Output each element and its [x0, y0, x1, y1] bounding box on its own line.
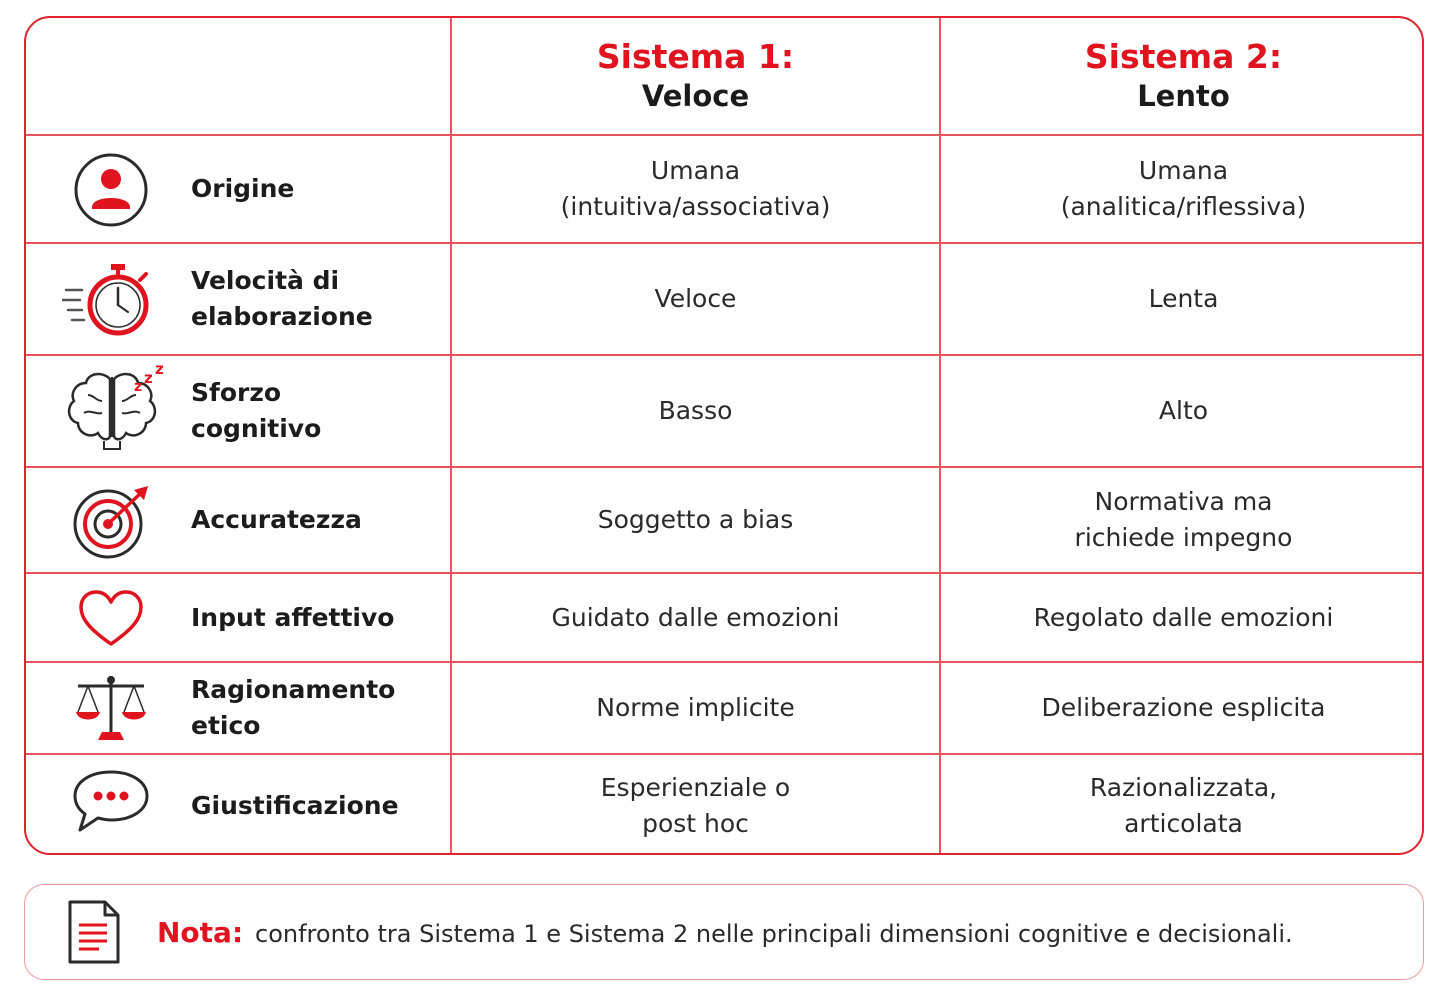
row-label: Input affettivo [191, 602, 395, 632]
row-label: elaborazione [191, 302, 373, 331]
row-label-input-affettivo [191, 574, 394, 661]
svg-text:z: z [155, 361, 164, 378]
cell-s1-velocita [452, 244, 939, 354]
cell-s1-origine [452, 136, 939, 242]
person-icon [72, 151, 150, 229]
cell-text: richiede impegno [1074, 523, 1293, 552]
target-icon [72, 484, 152, 562]
row-label: etico [191, 711, 261, 740]
row-label-origine [191, 136, 294, 242]
header-sistema1 [452, 18, 939, 134]
row-label-giustificazione [191, 755, 399, 855]
cell-text: Basso [658, 396, 733, 425]
speech-bubble-icon [72, 768, 150, 834]
row-label: Ragionamento [191, 675, 396, 704]
cell-s2-input-affettivo [941, 574, 1424, 661]
sistema2-subtitle: Lento [1137, 79, 1230, 113]
brain-icon [62, 361, 168, 453]
cell-text: Esperienziale o [600, 773, 791, 802]
cell-s2-origine [941, 136, 1424, 242]
heart-icon [78, 590, 144, 648]
cell-text: Guidato dalle emozioni [551, 602, 840, 632]
row-label: Velocità di [191, 266, 340, 295]
cell-text: Normativa ma [1094, 487, 1273, 516]
cell-text: Alto [1158, 396, 1209, 425]
cell-text: Soggetto a bias [597, 505, 794, 534]
cell-s2-velocita [941, 244, 1424, 354]
cell-text: Umana [650, 156, 741, 185]
cell-text: Deliberazione esplicita [1041, 693, 1326, 722]
cell-text: Norme implicite [596, 693, 795, 722]
note-text: confronto tra Sistema 1 e Sistema 2 nelle principali dimensioni cognitive e decisionali. [255, 920, 1293, 948]
header-sistema2 [941, 18, 1424, 134]
row-label-velocita [191, 244, 373, 354]
sistema2-title: Sistema 2: [1084, 37, 1283, 76]
cell-s1-giustificazione [452, 755, 939, 855]
cell-text: post hoc [642, 809, 749, 838]
stopwatch-icon [62, 260, 154, 338]
svg-text:z: z [134, 379, 143, 395]
row-label-ragionamento [191, 663, 395, 753]
row-label: Giustificazione [191, 791, 399, 820]
sistema1-title: Sistema 1: [596, 37, 795, 76]
cell-text: Regolato dalle emozioni [1033, 602, 1334, 632]
cell-s2-giustificazione [941, 755, 1424, 855]
row-label: Sforzo [191, 378, 282, 407]
cell-text: Lenta [1148, 284, 1219, 313]
scales-icon [72, 672, 150, 744]
svg-text:z: z [144, 369, 153, 387]
cell-s1-accuratezza [452, 468, 939, 572]
row-label: Accuratezza [191, 505, 362, 534]
cell-text: (intuitiva/associativa) [560, 192, 831, 221]
cell-text: Razionalizzata, [1089, 773, 1278, 802]
cell-text: Umana [1138, 156, 1229, 185]
cell-s2-sforzo [941, 356, 1424, 466]
cell-text: articolata [1124, 809, 1243, 838]
cell-s1-ragionamento [452, 663, 939, 753]
cell-s2-ragionamento [941, 663, 1424, 753]
comparison-table [24, 16, 1424, 855]
row-label: cognitivo [191, 414, 322, 443]
row-label-sforzo [191, 356, 321, 466]
cell-s1-sforzo [452, 356, 939, 466]
cell-s2-accuratezza [941, 468, 1424, 572]
document-icon [67, 899, 121, 965]
sistema1-subtitle: Veloce [641, 79, 750, 113]
note-box [24, 884, 1424, 980]
cell-text: Veloce [654, 284, 737, 313]
row-label-accuratezza [191, 468, 362, 572]
note-label: Nota: [157, 916, 244, 949]
cell-s1-input-affettivo [452, 574, 939, 661]
row-label: Origine [191, 174, 295, 203]
cell-text: (analitica/riflessiva) [1060, 192, 1307, 221]
